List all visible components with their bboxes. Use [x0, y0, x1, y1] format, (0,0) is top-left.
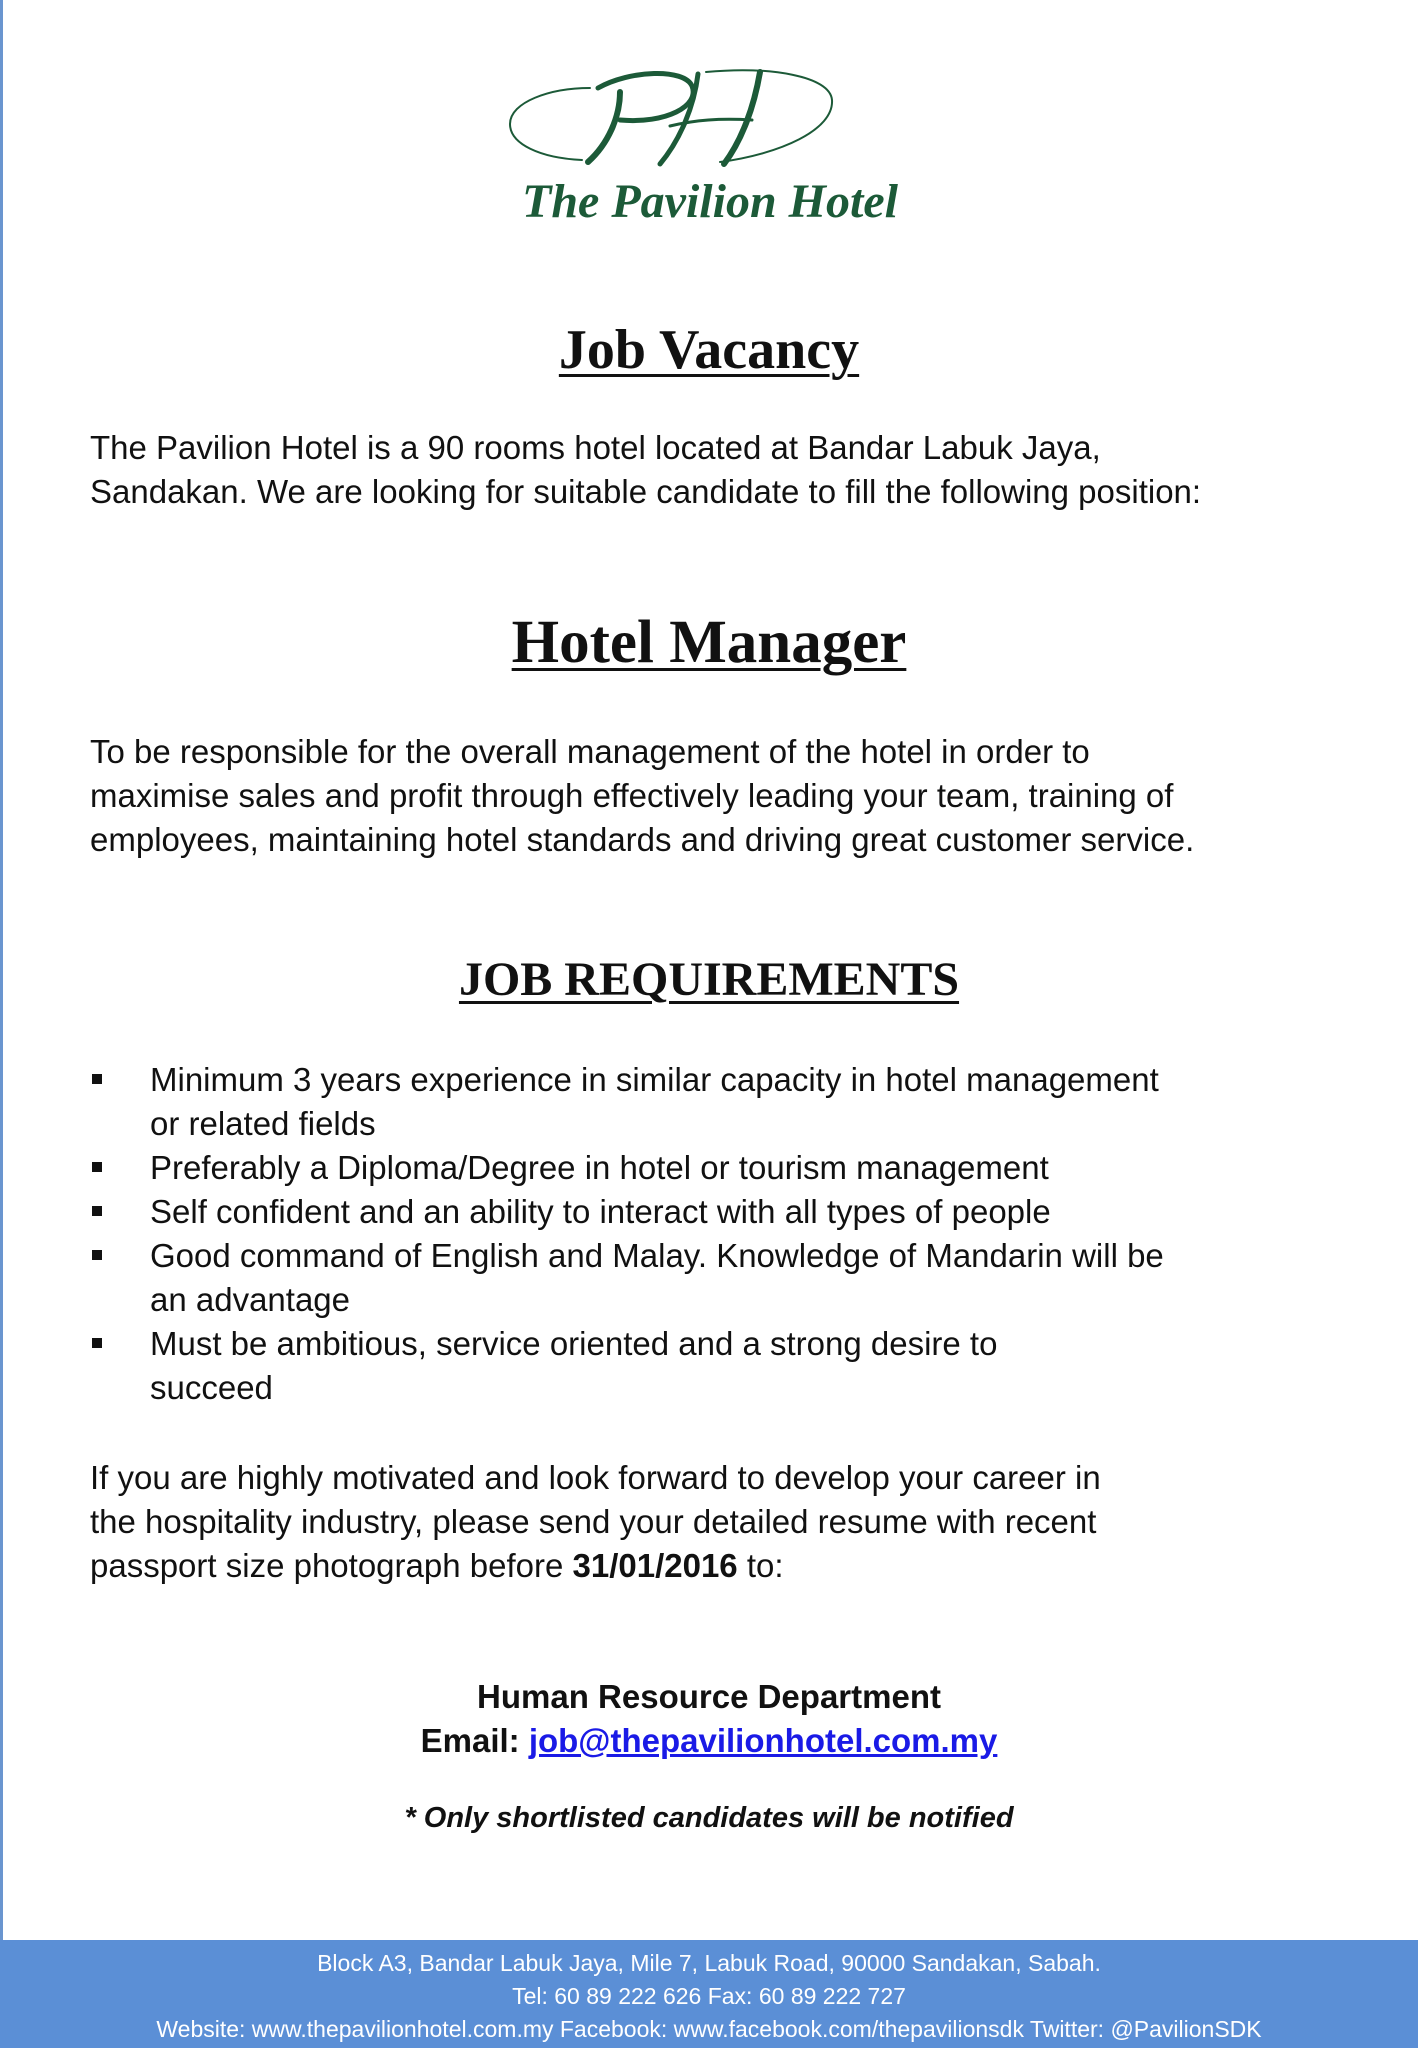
- requirements-title: JOB REQUIREMENTS: [458, 953, 960, 1006]
- requirement-item: [90, 1322, 1340, 1410]
- application-line: to:: [737, 1547, 784, 1584]
- ph-monogram-icon: [470, 62, 950, 172]
- requirement-text: Minimum 3 years experience in similar capacity in hotel management: [150, 1061, 1159, 1098]
- position-description: [90, 730, 1350, 862]
- description-line: maximise sales and profit through effectively leading your team, training of: [90, 777, 1174, 814]
- email-link[interactable]: job@thepavilionhotel.com.my: [528, 1722, 998, 1759]
- hotel-name: The Pavilion Hotel: [522, 175, 898, 228]
- requirement-text: Good command of English and Malay. Knowledge of Mandarin will be: [150, 1237, 1164, 1274]
- footer-address: Block A3, Bandar Labuk Jaya, Mile 7, Labuk Road, 90000 Sandakan, Sabah.: [317, 1950, 1101, 1976]
- application-line: passport size photograph before: [90, 1547, 573, 1584]
- shortlist-note: * Only shortlisted candidates will be notified: [404, 1802, 1014, 1834]
- deadline-date: 31/01/2016: [572, 1547, 738, 1584]
- description-line: employees, maintaining hotel standards and driving great customer service.: [90, 821, 1195, 858]
- requirement-text: Self confident and an ability to interact with all types of people: [150, 1193, 1051, 1230]
- application-line: If you are highly motivated and look forward to develop your career in: [90, 1459, 1101, 1496]
- square-bullet-icon: [92, 1206, 102, 1216]
- email-label: Email:: [420, 1722, 529, 1759]
- square-bullet-icon: [92, 1074, 102, 1084]
- requirement-item: [90, 1234, 1340, 1322]
- application-paragraph: [90, 1456, 1350, 1588]
- description-line: To be responsible for the overall management of the hotel in order to: [90, 733, 1090, 770]
- position-title: Hotel Manager: [511, 609, 907, 676]
- intro-line: The Pavilion Hotel is a 90 rooms hotel located at Bandar Labuk Jaya,: [90, 429, 1101, 466]
- hr-department: Human Resource Department: [477, 1678, 941, 1715]
- requirement-item: [90, 1146, 1340, 1190]
- intro-line: Sandakan. We are looking for suitable candidate to fill the following position:: [90, 473, 1202, 510]
- footer-web: Website: www.thepavilionhotel.com.my Facebook: www.facebook.com/thepavilionsdk Twitter: @PavilionSDK: [156, 2016, 1262, 2042]
- requirement-text: or related fields: [150, 1105, 376, 1142]
- requirement-text: succeed: [150, 1369, 273, 1406]
- square-bullet-icon: [92, 1338, 102, 1348]
- square-bullet-icon: [92, 1250, 102, 1260]
- requirement-text: Preferably a Diploma/Degree in hotel or tourism management: [150, 1149, 1049, 1186]
- requirement-text: an advantage: [150, 1281, 351, 1318]
- footer-bar: [0, 1940, 1418, 2048]
- square-bullet-icon: [92, 1162, 102, 1172]
- footer-phone: Tel: 60 89 222 626 Fax: 60 89 222 727: [512, 1983, 906, 2009]
- hotel-logo: [470, 62, 950, 242]
- job-vacancy-title: Job Vacancy: [558, 319, 860, 381]
- requirement-item: [90, 1058, 1340, 1146]
- requirement-text: Must be ambitious, service oriented and a strong desire to: [150, 1325, 998, 1362]
- email-line: [0, 1722, 1418, 1760]
- intro-paragraph: [90, 426, 1350, 514]
- application-line: the hospitality industry, please send your detailed resume with recent: [90, 1503, 1097, 1540]
- requirements-list: [90, 1058, 1340, 1410]
- requirement-item: [90, 1190, 1340, 1234]
